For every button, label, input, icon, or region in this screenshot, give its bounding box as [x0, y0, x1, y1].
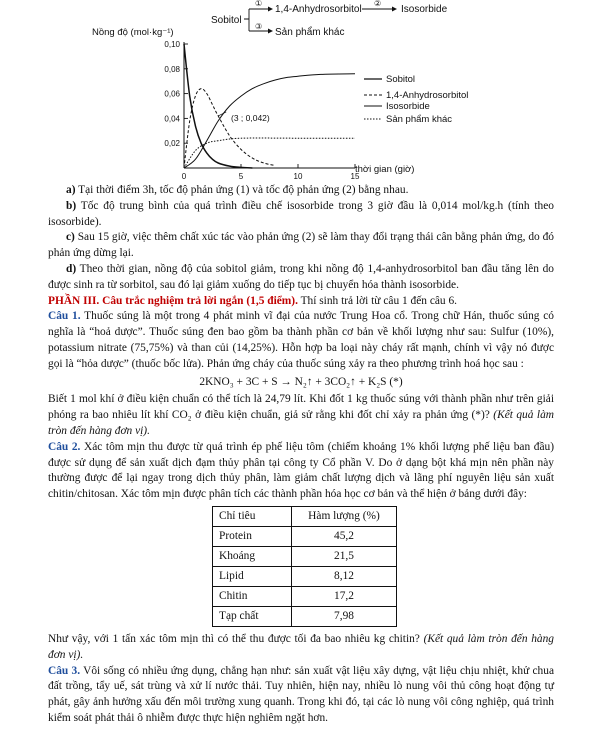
y-tick-label: 0,08: [164, 64, 180, 74]
x-tick-label: 0: [181, 172, 187, 181]
table-cell: 21,5: [292, 546, 397, 566]
composition-table: [212, 506, 397, 627]
table-cell: 45,2: [292, 526, 397, 546]
scheme-step-3: ③: [255, 22, 263, 31]
question-3: Câu 3. Vôi sống có nhiều ứng dụng, chẳng hạn như: sản xuất vật liệu xây dựng, vật liệu chịu nhiệt, khử chua đất trồng, tẩy uế, sát trùng và xử lí nước thải. Tuy nhiên, hiện nay, nhiều lò nung vôi thủ công hoạt động tự phát, gây ảnh hưởng xấu đến môi trường xung quanh. Trong khi đó, tại các lò nung vôi công nghiệp, quá trình kiểm soát phát thải ô nhiễm được thực hiện nghiêm ngặt hơn.: [48, 664, 554, 724]
statement-c: c) Sau 15 giờ, việc thêm chất xúc tác vào phản ứng (2) sẽ làm thay đổi trạng thái cân bằng phản ứng, do đó phản ứng dừng lại.: [48, 231, 554, 260]
part3-heading: PHẦN III. Câu trắc nghiệm trả lời ngắn (1,5 điểm). Thí sinh trả lời từ câu 1 đến câu 6.: [48, 294, 458, 307]
question-2: Câu 2. Xác tôm mịn thu được từ quá trình ép phế liệu tôm (chiếm khoảng 1% khối lượng phế liệu ban đầu) được sử dụng để sản xuất dịch đạm thủy phân tại công ty Cổ phần V. Do ở dạng bột khá mịn nên phần này thường được để lại ngay trong dịch thủy phân, làm giảm chất lượng dịch và lãng phí nguyên liệu sản xuất chitin/chitosan. Xác tôm mịn được phân tích các thành phần hóa học cơ bản và thể hiện ở bảng dưới đây:: [48, 440, 555, 501]
kinetics-figure: [0, 0, 599, 183]
statement-a: a) Tại thời điểm 3h, tốc độ phản ứng (1) và tốc độ phản ứng (2) bằng nhau.: [66, 184, 409, 196]
chart-legend: [364, 74, 468, 125]
table-row: [213, 606, 397, 626]
scheme-reactant: Sobitol: [211, 15, 242, 26]
y-tick-label: 0,10: [164, 40, 180, 49]
q1-equation: 2KNO₃ + 3C + S → N₂↑ + 3CO₂↑ + K₂S (*): [199, 375, 403, 388]
legend-anhydrosorbitol: 1,4-Anhydrosorbitol: [386, 90, 469, 101]
table-row: [213, 546, 397, 566]
scheme-product-2: Isosorbide: [401, 4, 448, 15]
table-cell: Lipid: [213, 566, 292, 586]
legend-isosorbide: Isosorbide: [386, 101, 430, 112]
x-tick-label: 10: [293, 172, 303, 181]
y-tick-label: 0,02: [164, 139, 180, 149]
table-row: [213, 526, 397, 546]
table-cell: Khoáng: [213, 546, 292, 566]
y-tick-label: 0,04: [164, 114, 180, 124]
statement-d: d) Theo thời gian, nồng độ của sobitol giảm, trong khi nồng độ 1,4-anhydrosorbitol ban đầu tăng lên do được sinh ra từ sorbitol, sau đó lại giảm xuống do tiếp tục bị chuyển hóa thành isosorbide.: [48, 262, 554, 291]
point-annotation: (3 ; 0,042): [231, 113, 270, 123]
statement-b: b) Tốc độ trung bình của quá trình điều chế isosorbide trong 3 giờ đầu là 0,014 mol/kg.h (tính theo isosorbide).: [48, 199, 554, 228]
table-row: [213, 586, 397, 606]
y-axis-label: Nồng độ (mol·kg⁻¹): [92, 27, 174, 38]
table-cell: 17,2: [292, 586, 397, 606]
legend-sobitol: Sobitol: [386, 74, 416, 85]
x-tick-label: 5: [238, 172, 244, 181]
scheme-product-3: Sản phẩm khác: [275, 27, 345, 38]
q1-question: Biết 1 mol khí ở điều kiện chuẩn có thể tích là 24,79 lít. Khi đốt 1 kg thuốc súng với thành phần như trên giải phóng ra bao nhiêu lít khí CO₂ ở điều kiện chuẩn, giả sử rằng khi đốt chỉ xảy ra phản ứng (*)? (Kết quả làm tròn đến hàng đơn vị).: [48, 393, 554, 437]
legend-other-products: Sản phẩm khác: [386, 114, 453, 125]
x-tick-label: 15: [350, 172, 360, 181]
table-header: Chỉ tiêu: [213, 506, 292, 526]
chart-series: [184, 44, 355, 168]
table-cell: Tạp chất: [213, 606, 292, 626]
table-cell: 7,98: [292, 606, 397, 626]
table-header-row: [213, 506, 397, 526]
y-tick-label: 0,06: [164, 89, 180, 99]
question-1: Câu 1. Thuốc súng là một trong 4 phát minh vĩ đại của nước Trung Hoa cổ. Trong chữ Hán, thuốc súng có nghĩa là “hoả dược”. Thuốc súng đen bao gồm ba thành phần cơ bản về khối lượng như sau: Sulfur (10%), potassium nitrate (75,75%) và than củi (14,25%). Hỗn hợp ba loại này cháy rất mạnh, chính vì vậy nó được gọi là “hỏa dược” (thuốc bốc lửa). Phản ứng cháy của thuốc súng xảy ra theo phương trình hoá học sau :: [48, 310, 555, 370]
table-cell: Chitin: [213, 586, 292, 606]
scheme-product-1: 1,4-Anhydrosorbitol: [275, 4, 362, 15]
document-body: [48, 183, 554, 727]
scheme-step-1: ①: [255, 0, 263, 8]
x-axis-label: thời gian (giờ): [355, 164, 415, 175]
q2-question: Như vậy, với 1 tấn xác tôm mịn thì có thể thu được tối đa bao nhiêu kg chitin? (Kết quả làm tròn đến hàng đơn vị).: [48, 632, 554, 661]
scheme-step-2: ②: [374, 0, 382, 8]
table-cell: 8,12: [292, 566, 397, 586]
series-line-s-n-ph-m-kh-c: [184, 138, 355, 168]
x-ticks: [182, 164, 360, 181]
chart-axes: [184, 42, 355, 168]
table-row: [213, 566, 397, 586]
table-cell: Protein: [213, 526, 292, 546]
table-header: Hàm lượng (%): [292, 506, 397, 526]
series-line-sobitol: [184, 44, 252, 168]
